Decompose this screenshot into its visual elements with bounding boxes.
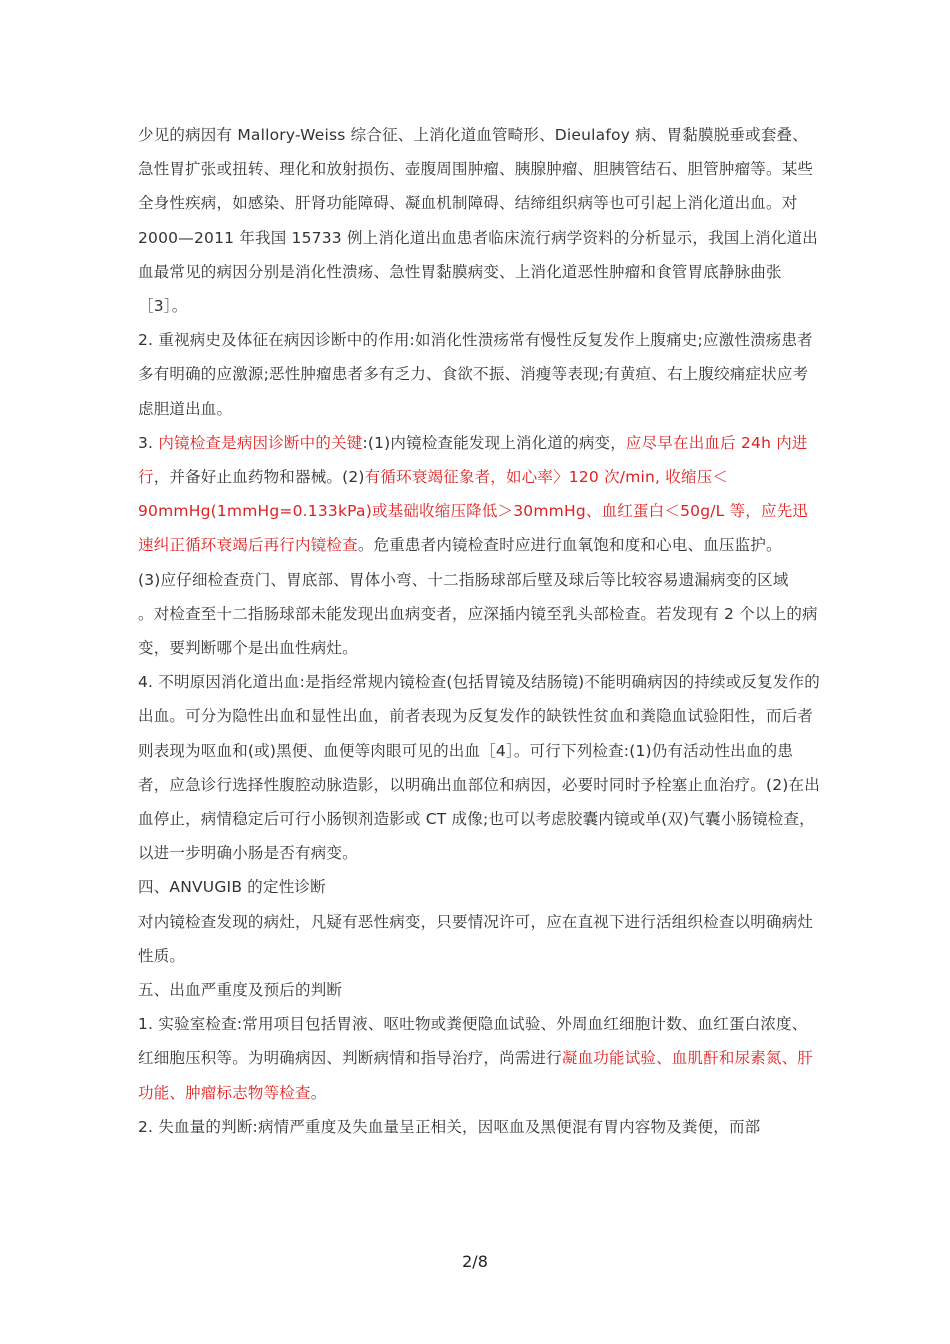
paragraph — [138, 665, 820, 870]
paragraph — [138, 1007, 820, 1110]
text-run: (3)应仔细检查贲门、胃底部、胃体小弯、十二指肠球部后壁及球后等比较容易遗漏病变的区域 — [138, 570, 789, 589]
paragraph — [138, 1110, 820, 1144]
text-run: 五、出血严重度及预后的判断 — [138, 981, 343, 1000]
text-run: 。危重患者内镜检查时应进行血氧饱和度和心电、血压监护。 — [357, 536, 782, 555]
paragraph — [138, 323, 820, 426]
highlighted-text: 有循环衰竭征象者，如心率〉120 次/min, 收缩压＜90mmHg(1mmHg=0.133kPa)或基础收缩压降低＞30mmHg、血红蛋白＜50g/L 等，应先迅速纠正循环衰竭后再行内镜检查 — [138, 468, 809, 555]
text-run: 3. — [138, 433, 159, 452]
highlighted-text: 应尽早在出血后 24h 内进行 — [138, 433, 808, 487]
paragraph — [138, 870, 820, 904]
text-run: 4. 不明原因消化道出血:是指经常规内镜检查(包括胃镜及结肠镜)不能明确病因的持续或反复发作的出血。可分为隐性出血和显性出血，前者表现为反复发作的缺铁性贫血和粪隐血试验阳性，而后者则表现为呕血和(或)黑便、血便等肉眼可见的出血［4］。可行下列检查:(1)仍有活动性出血的患者，应急诊行选择性腹腔动脉造影，以明确出血部位和病因，必要时同时予栓塞止血治疗。(2)在出血停止，病情稳定后可行小肠钡剂造影或 CT 成像;也可以考虑胶囊内镜或单(双)气囊小肠镜检查，以进一步明确小肠是否有病变。 — [138, 673, 820, 863]
text-run: 四、ANVUGIB 的定性诊断 — [138, 878, 326, 897]
highlighted-text: 内镜检查是病因诊断中的关键 — [158, 433, 363, 452]
paragraph — [138, 426, 820, 563]
text-run: 2. 重视病史及体征在病因诊断中的作用:如消化性溃疡常有慢性反复发作上腹痛史;应激性溃疡患者多有明确的应激源;恶性肿瘤患者多有乏力、食欲不振、消瘦等表现;有黄疸、右上腹绞痛症状应考虑胆道出血。 — [138, 331, 813, 418]
body-text — [138, 118, 820, 1144]
highlighted-text: 凝血功能试验、血肌酐和尿素氮、肝功能、肿瘤标志物等检查 — [138, 1049, 814, 1102]
paragraph — [138, 973, 820, 1007]
paragraph — [138, 597, 820, 665]
page-number: 2/8 — [462, 1252, 488, 1271]
text-run: 1. 实验室检查:常用项目包括胃液、呕吐物或粪便隐血试验、外周血红细胞计数、血红蛋白浓度、红细胞压积等。为明确病因、判断病情和指导治疗，尚需进行 — [138, 1015, 808, 1068]
paragraph — [138, 905, 820, 973]
text-run: ，并备好止血药物和器械。(2) — [153, 468, 365, 487]
text-run: 2. 失血量的判断:病情严重度及失血量呈正相关，因呕血及黑便混有胃内容物及粪便，而部 — [138, 1117, 761, 1136]
paragraph — [138, 563, 820, 597]
text-run: 对内镜检查发现的病灶，凡疑有恶性病变，只要情况许可，应在直视下进行活组织检查以明确病灶性质。 — [138, 912, 814, 965]
text-run: :(1)内镜检查能发现上消化道的病变， — [362, 433, 626, 452]
text-run: 少见的病因有 Mallory-Weiss 综合征、上消化道血管畸形、Dieulafoy 病、胃黏膜脱垂或套叠、急性胃扩张或扭转、理化和放射损伤、壶腹周围肿瘤、胰腺肿瘤、胆胰管结石、胆管肿瘤等。某些全身性疾病，如感染、肝肾功能障碍、凝血机制障碍、结缔组织病等也可引起上消化道出血。对 2000—2011 年我国 15733 例上消化道出血患者临床流行病学资料的分析显示，我国上消化道出血最常见的病因分别是消化性溃疡、急性胃黏膜病变、上消化道恶性肿瘤和食管胃底静脉曲张［3］。 — [138, 126, 818, 316]
text-run: 。对检查至十二指肠球部未能发现出血病变者，应深插内镜至乳头部检查。若发现有 2 个以上的病变，要判断哪个是出血性病灶。 — [138, 604, 818, 658]
paragraph — [138, 118, 820, 323]
text-run: 。 — [310, 1083, 327, 1102]
